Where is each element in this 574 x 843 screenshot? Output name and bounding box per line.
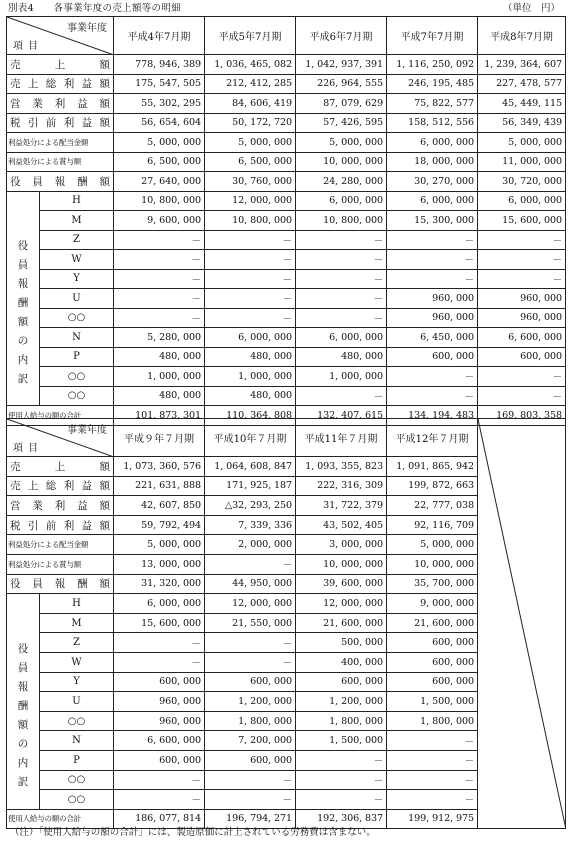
officer-name: ○○ <box>40 711 114 731</box>
row-label: 役員報酬額 <box>7 172 114 192</box>
side-label-char: 訳 <box>17 373 29 386</box>
value-cell: － <box>387 250 478 270</box>
value-cell: － <box>114 652 205 672</box>
value-cell: 6, 000, 000 <box>387 133 478 153</box>
value-cell: － <box>205 790 296 810</box>
value-cell: 175, 547, 505 <box>114 74 205 94</box>
value-cell: － <box>387 750 478 770</box>
side-label-char: 報 <box>17 681 29 694</box>
value-cell: － <box>387 731 478 751</box>
value-cell: 1, 093, 355, 823 <box>296 457 387 477</box>
data-row <box>7 172 566 192</box>
value-cell: 480, 000 <box>114 386 205 406</box>
value-cell: 6, 500, 000 <box>114 152 205 172</box>
value-cell: 199, 872, 663 <box>387 476 478 496</box>
corner-period-label: 事業年度 <box>67 23 107 34</box>
value-cell: 1, 239, 364, 607 <box>478 55 566 75</box>
breakdown-row <box>7 347 566 367</box>
side-label-char: 額 <box>17 316 29 329</box>
row-label: 税引前利益額 <box>7 113 114 133</box>
side-label-char: 員 <box>17 662 29 675</box>
value-cell: 56, 349, 439 <box>478 113 566 133</box>
value-cell: 6, 000, 000 <box>478 191 566 211</box>
side-label-char: の <box>17 335 29 348</box>
value-cell: 24, 280, 000 <box>296 172 387 192</box>
value-cell: 5, 000, 000 <box>114 535 205 555</box>
value-cell: 9, 000, 000 <box>387 594 478 614</box>
value-cell: 6, 000, 000 <box>205 328 296 348</box>
breakdown-row <box>7 328 566 348</box>
value-cell: － <box>296 770 387 790</box>
value-cell: 1, 036, 465, 082 <box>205 55 296 75</box>
value-cell: 5, 000, 000 <box>296 133 387 153</box>
value-cell: 42, 607, 850 <box>114 496 205 516</box>
value-cell: 12, 000, 000 <box>205 191 296 211</box>
value-cell: 960, 000 <box>114 692 205 712</box>
value-cell: 55, 302, 295 <box>114 94 205 114</box>
value-cell: 400, 000 <box>296 652 387 672</box>
value-cell: － <box>114 289 205 309</box>
value-cell: － <box>478 230 566 250</box>
value-cell: 10, 800, 000 <box>114 191 205 211</box>
value-cell: － <box>205 289 296 309</box>
value-cell: 6, 000, 000 <box>296 191 387 211</box>
value-cell: 6, 500, 000 <box>205 152 296 172</box>
side-label-char: 酬 <box>17 297 29 310</box>
value-cell: 10, 000, 000 <box>296 152 387 172</box>
value-cell: 1, 116, 250, 092 <box>387 55 478 75</box>
corner-item-label: 項目 <box>13 443 43 454</box>
value-cell: 57, 426, 595 <box>296 113 387 133</box>
value-cell: 960, 000 <box>478 289 566 309</box>
total-value: 110, 364, 808 <box>205 406 296 426</box>
value-cell: △32, 293, 250 <box>205 496 296 516</box>
value-cell: 10, 000, 000 <box>296 554 387 574</box>
unit-label: （単位 円） <box>502 3 560 14</box>
officer-name: H <box>40 594 114 614</box>
row-label: 税引前利益額 <box>7 515 114 535</box>
value-cell: 1, 091, 865, 942 <box>387 457 478 477</box>
value-cell: － <box>114 770 205 790</box>
value-cell: 11, 000, 000 <box>478 152 566 172</box>
value-cell: 1, 800, 000 <box>296 711 387 731</box>
value-cell: 1, 800, 000 <box>387 711 478 731</box>
data-row <box>7 55 566 75</box>
side-label-char: 酬 <box>17 700 29 713</box>
officer-name: P <box>40 347 114 367</box>
page-header <box>4 2 570 16</box>
value-cell: 246, 195, 485 <box>387 74 478 94</box>
value-cell: 960, 000 <box>478 308 566 328</box>
value-cell: 1, 800, 000 <box>205 711 296 731</box>
value-cell: 1, 000, 000 <box>114 367 205 387</box>
value-cell: 480, 000 <box>205 347 296 367</box>
total-value: 196, 794, 271 <box>205 809 296 829</box>
value-cell: 6, 600, 000 <box>114 731 205 751</box>
officer-name: W <box>40 250 114 270</box>
sales-table-2 <box>6 418 566 829</box>
officer-name: Z <box>40 230 114 250</box>
breakdown-side-label <box>7 191 40 406</box>
period-header: 平成10年７月期 <box>205 419 296 457</box>
value-cell: 1, 000, 000 <box>296 367 387 387</box>
value-cell: 15, 600, 000 <box>478 211 566 231</box>
value-cell: 3, 000, 000 <box>296 535 387 555</box>
value-cell: － <box>205 652 296 672</box>
officer-name: ○○ <box>40 308 114 328</box>
value-cell: 7, 339, 336 <box>205 515 296 535</box>
value-cell: 600, 000 <box>114 750 205 770</box>
value-cell: 18, 000, 000 <box>387 152 478 172</box>
value-cell: 84, 606, 419 <box>205 94 296 114</box>
table-title: 別表4 各事業年度の売上額等の明細 <box>8 3 181 14</box>
value-cell: － <box>296 308 387 328</box>
value-cell: 5, 000, 000 <box>387 535 478 555</box>
value-cell: 12, 000, 000 <box>296 594 387 614</box>
side-label-char: の <box>17 738 29 751</box>
side-label-char: 報 <box>17 278 29 291</box>
value-cell: － <box>205 308 296 328</box>
value-cell: － <box>387 790 478 810</box>
value-cell: － <box>387 269 478 289</box>
value-cell: － <box>205 770 296 790</box>
value-cell: 22, 777, 038 <box>387 496 478 516</box>
value-cell: 600, 000 <box>205 750 296 770</box>
value-cell: 1, 000, 000 <box>205 367 296 387</box>
sales-table-1 <box>6 16 566 426</box>
value-cell: 43, 502, 405 <box>296 515 387 535</box>
side-label-char: 内 <box>17 757 29 770</box>
period-header: 平成12年７月期 <box>387 419 478 457</box>
value-cell: － <box>478 386 566 406</box>
side-label-char: 員 <box>17 259 29 272</box>
value-cell: 600, 000 <box>387 652 478 672</box>
value-cell: 1, 500, 000 <box>387 692 478 712</box>
value-cell: 600, 000 <box>296 672 387 692</box>
value-cell: － <box>296 289 387 309</box>
total-value: 192, 306, 837 <box>296 809 387 829</box>
officer-name: H <box>40 191 114 211</box>
value-cell: 600, 000 <box>387 633 478 653</box>
value-cell: － <box>205 230 296 250</box>
breakdown-row <box>7 250 566 270</box>
corner-item-label: 項目 <box>13 41 43 52</box>
value-cell: － <box>205 633 296 653</box>
breakdown-row <box>7 191 566 211</box>
data-row <box>7 94 566 114</box>
value-cell: 27, 640, 000 <box>114 172 205 192</box>
value-cell: 600, 000 <box>114 672 205 692</box>
value-cell: － <box>114 269 205 289</box>
corner-period-label: 事業年度 <box>67 425 107 436</box>
breakdown-row <box>7 367 566 387</box>
value-cell: 12, 000, 000 <box>205 594 296 614</box>
value-cell: 1, 200, 000 <box>205 692 296 712</box>
value-cell: 30, 270, 000 <box>387 172 478 192</box>
value-cell: 87, 079, 629 <box>296 94 387 114</box>
officer-name: Z <box>40 633 114 653</box>
value-cell: 5, 000, 000 <box>205 133 296 153</box>
value-cell: 5, 280, 000 <box>114 328 205 348</box>
row-label: 売 上 額 <box>7 55 114 75</box>
corner-header <box>7 419 114 457</box>
value-cell: 10, 800, 000 <box>296 211 387 231</box>
value-cell: 600, 000 <box>205 672 296 692</box>
period-header: 平成4年7月期 <box>114 17 205 55</box>
value-cell: 226, 964, 555 <box>296 74 387 94</box>
value-cell: 222, 316, 309 <box>296 476 387 496</box>
total-label: 使用人給与の額の合計 <box>7 809 114 829</box>
value-cell: 778, 946, 389 <box>114 55 205 75</box>
value-cell: 10, 800, 000 <box>205 211 296 231</box>
total-value: 101, 873, 301 <box>114 406 205 426</box>
data-row <box>7 152 566 172</box>
total-label: 使用人給与の額の合計 <box>7 406 114 426</box>
officer-name: ○○ <box>40 367 114 387</box>
value-cell: 6, 600, 000 <box>478 328 566 348</box>
value-cell: 5, 000, 000 <box>478 133 566 153</box>
period-header: 平成6年7月期 <box>296 17 387 55</box>
row-label: 役員報酬額 <box>7 574 114 594</box>
value-cell: 21, 600, 000 <box>387 613 478 633</box>
period-header: 平成8年7月期 <box>478 17 566 55</box>
value-cell: 15, 300, 000 <box>387 211 478 231</box>
value-cell: － <box>387 367 478 387</box>
corner-header <box>7 17 114 55</box>
blank-diagonal-line <box>478 419 566 829</box>
breakdown-row <box>7 230 566 250</box>
value-cell: － <box>296 230 387 250</box>
breakdown-row <box>7 269 566 289</box>
side-label-char: 役 <box>17 240 29 253</box>
officer-name: W <box>40 652 114 672</box>
value-cell: － <box>114 230 205 250</box>
value-cell: 30, 720, 000 <box>478 172 566 192</box>
row-label: 売 上 額 <box>7 457 114 477</box>
officer-name: Y <box>40 672 114 692</box>
value-cell: 1, 073, 360, 576 <box>114 457 205 477</box>
value-cell: － <box>478 269 566 289</box>
total-value: 169, 803, 358 <box>478 406 566 426</box>
value-cell: 15, 600, 000 <box>114 613 205 633</box>
value-cell: 59, 792, 494 <box>114 515 205 535</box>
value-cell: 9, 600, 000 <box>114 211 205 231</box>
row-label: 利益処分による賞与額 <box>7 554 114 574</box>
value-cell: 31, 722, 379 <box>296 496 387 516</box>
period-header: 平成5年7月期 <box>205 17 296 55</box>
value-cell: － <box>387 386 478 406</box>
officer-name: ○○ <box>40 770 114 790</box>
period-header: 平成９年７月期 <box>114 419 205 457</box>
value-cell: 75, 822, 577 <box>387 94 478 114</box>
row-label: 営業利益額 <box>7 94 114 114</box>
row-label: 売上総利益額 <box>7 74 114 94</box>
value-cell: 171, 925, 187 <box>205 476 296 496</box>
breakdown-side-label <box>7 594 40 810</box>
value-cell: － <box>205 554 296 574</box>
side-label-char: 訳 <box>17 776 29 789</box>
value-cell: 212, 412, 285 <box>205 74 296 94</box>
total-value: 132, 407, 615 <box>296 406 387 426</box>
data-row <box>7 113 566 133</box>
value-cell: 480, 000 <box>205 386 296 406</box>
value-cell: 1, 064, 608, 847 <box>205 457 296 477</box>
value-cell: 1, 500, 000 <box>296 731 387 751</box>
value-cell: 6, 000, 000 <box>387 191 478 211</box>
value-cell: 21, 550, 000 <box>205 613 296 633</box>
footnote: （注）「使用人給与の額の合計」には、製造原価に計上されている労務費は含まない。 <box>10 827 376 838</box>
total-value: 186, 077, 814 <box>114 809 205 829</box>
value-cell: － <box>478 367 566 387</box>
side-label-char: 額 <box>17 719 29 732</box>
row-label: 売上総利益額 <box>7 476 114 496</box>
value-cell: － <box>114 308 205 328</box>
value-cell: 39, 600, 000 <box>296 574 387 594</box>
value-cell: 5, 000, 000 <box>114 133 205 153</box>
breakdown-row <box>7 386 566 406</box>
value-cell: － <box>114 633 205 653</box>
value-cell: － <box>478 250 566 270</box>
side-label-char: 役 <box>17 643 29 656</box>
value-cell: 30, 760, 000 <box>205 172 296 192</box>
value-cell: 1, 200, 000 <box>296 692 387 712</box>
value-cell: 10, 000, 000 <box>387 554 478 574</box>
officer-name: N <box>40 328 114 348</box>
value-cell: 480, 000 <box>114 347 205 367</box>
value-cell: 35, 700, 000 <box>387 574 478 594</box>
value-cell: 50, 172, 720 <box>205 113 296 133</box>
period-header: 平成7年7月期 <box>387 17 478 55</box>
value-cell: － <box>205 250 296 270</box>
value-cell: 45, 449, 115 <box>478 94 566 114</box>
value-cell: 158, 512, 556 <box>387 113 478 133</box>
row-label: 営業利益額 <box>7 496 114 516</box>
value-cell: － <box>296 750 387 770</box>
officer-name: U <box>40 692 114 712</box>
blank-diagonal-cell <box>478 419 566 829</box>
period-header: 平成11年７月期 <box>296 419 387 457</box>
value-cell: 31, 320, 000 <box>114 574 205 594</box>
value-cell: 6, 450, 000 <box>387 328 478 348</box>
value-cell: 21, 600, 000 <box>296 613 387 633</box>
breakdown-row <box>7 289 566 309</box>
value-cell: － <box>296 269 387 289</box>
data-row <box>7 133 566 153</box>
value-cell: － <box>114 250 205 270</box>
officer-name: U <box>40 289 114 309</box>
value-cell: 221, 631, 888 <box>114 476 205 496</box>
value-cell: 2, 000, 000 <box>205 535 296 555</box>
value-cell: － <box>296 250 387 270</box>
header-row <box>7 17 566 55</box>
officer-name: N <box>40 731 114 751</box>
value-cell: 600, 000 <box>387 347 478 367</box>
value-cell: 480, 000 <box>296 347 387 367</box>
value-cell: － <box>114 790 205 810</box>
value-cell: 6, 000, 000 <box>296 328 387 348</box>
value-cell: 7, 200, 000 <box>205 731 296 751</box>
officer-name: M <box>40 613 114 633</box>
value-cell: 6, 000, 000 <box>114 594 205 614</box>
officer-name: P <box>40 750 114 770</box>
value-cell: 1, 042, 937, 391 <box>296 55 387 75</box>
breakdown-row <box>7 211 566 231</box>
value-cell: － <box>387 770 478 790</box>
value-cell: 13, 000, 000 <box>114 554 205 574</box>
total-value: 199, 912, 975 <box>387 809 478 829</box>
officer-name: ○○ <box>40 790 114 810</box>
value-cell: － <box>205 269 296 289</box>
value-cell: 960, 000 <box>387 289 478 309</box>
value-cell: 960, 000 <box>114 711 205 731</box>
data-row <box>7 74 566 94</box>
value-cell: 56, 654, 604 <box>114 113 205 133</box>
officer-name: M <box>40 211 114 231</box>
value-cell: 44, 950, 000 <box>205 574 296 594</box>
value-cell: 500, 000 <box>296 633 387 653</box>
value-cell: － <box>387 230 478 250</box>
value-cell: － <box>296 386 387 406</box>
officer-name: ○○ <box>40 386 114 406</box>
value-cell: 960, 000 <box>387 308 478 328</box>
header-row <box>7 419 566 457</box>
total-value: 134, 194, 483 <box>387 406 478 426</box>
breakdown-row <box>7 308 566 328</box>
row-label: 利益処分による賞与額 <box>7 152 114 172</box>
value-cell: － <box>296 790 387 810</box>
officer-name: Y <box>40 269 114 289</box>
value-cell: 600, 000 <box>478 347 566 367</box>
value-cell: 227, 478, 577 <box>478 74 566 94</box>
side-label-char: 内 <box>17 354 29 367</box>
row-label: 利益処分による配当金額 <box>7 535 114 555</box>
value-cell: 600, 000 <box>387 672 478 692</box>
row-label: 利益処分による配当金額 <box>7 133 114 153</box>
value-cell: 92, 116, 709 <box>387 515 478 535</box>
